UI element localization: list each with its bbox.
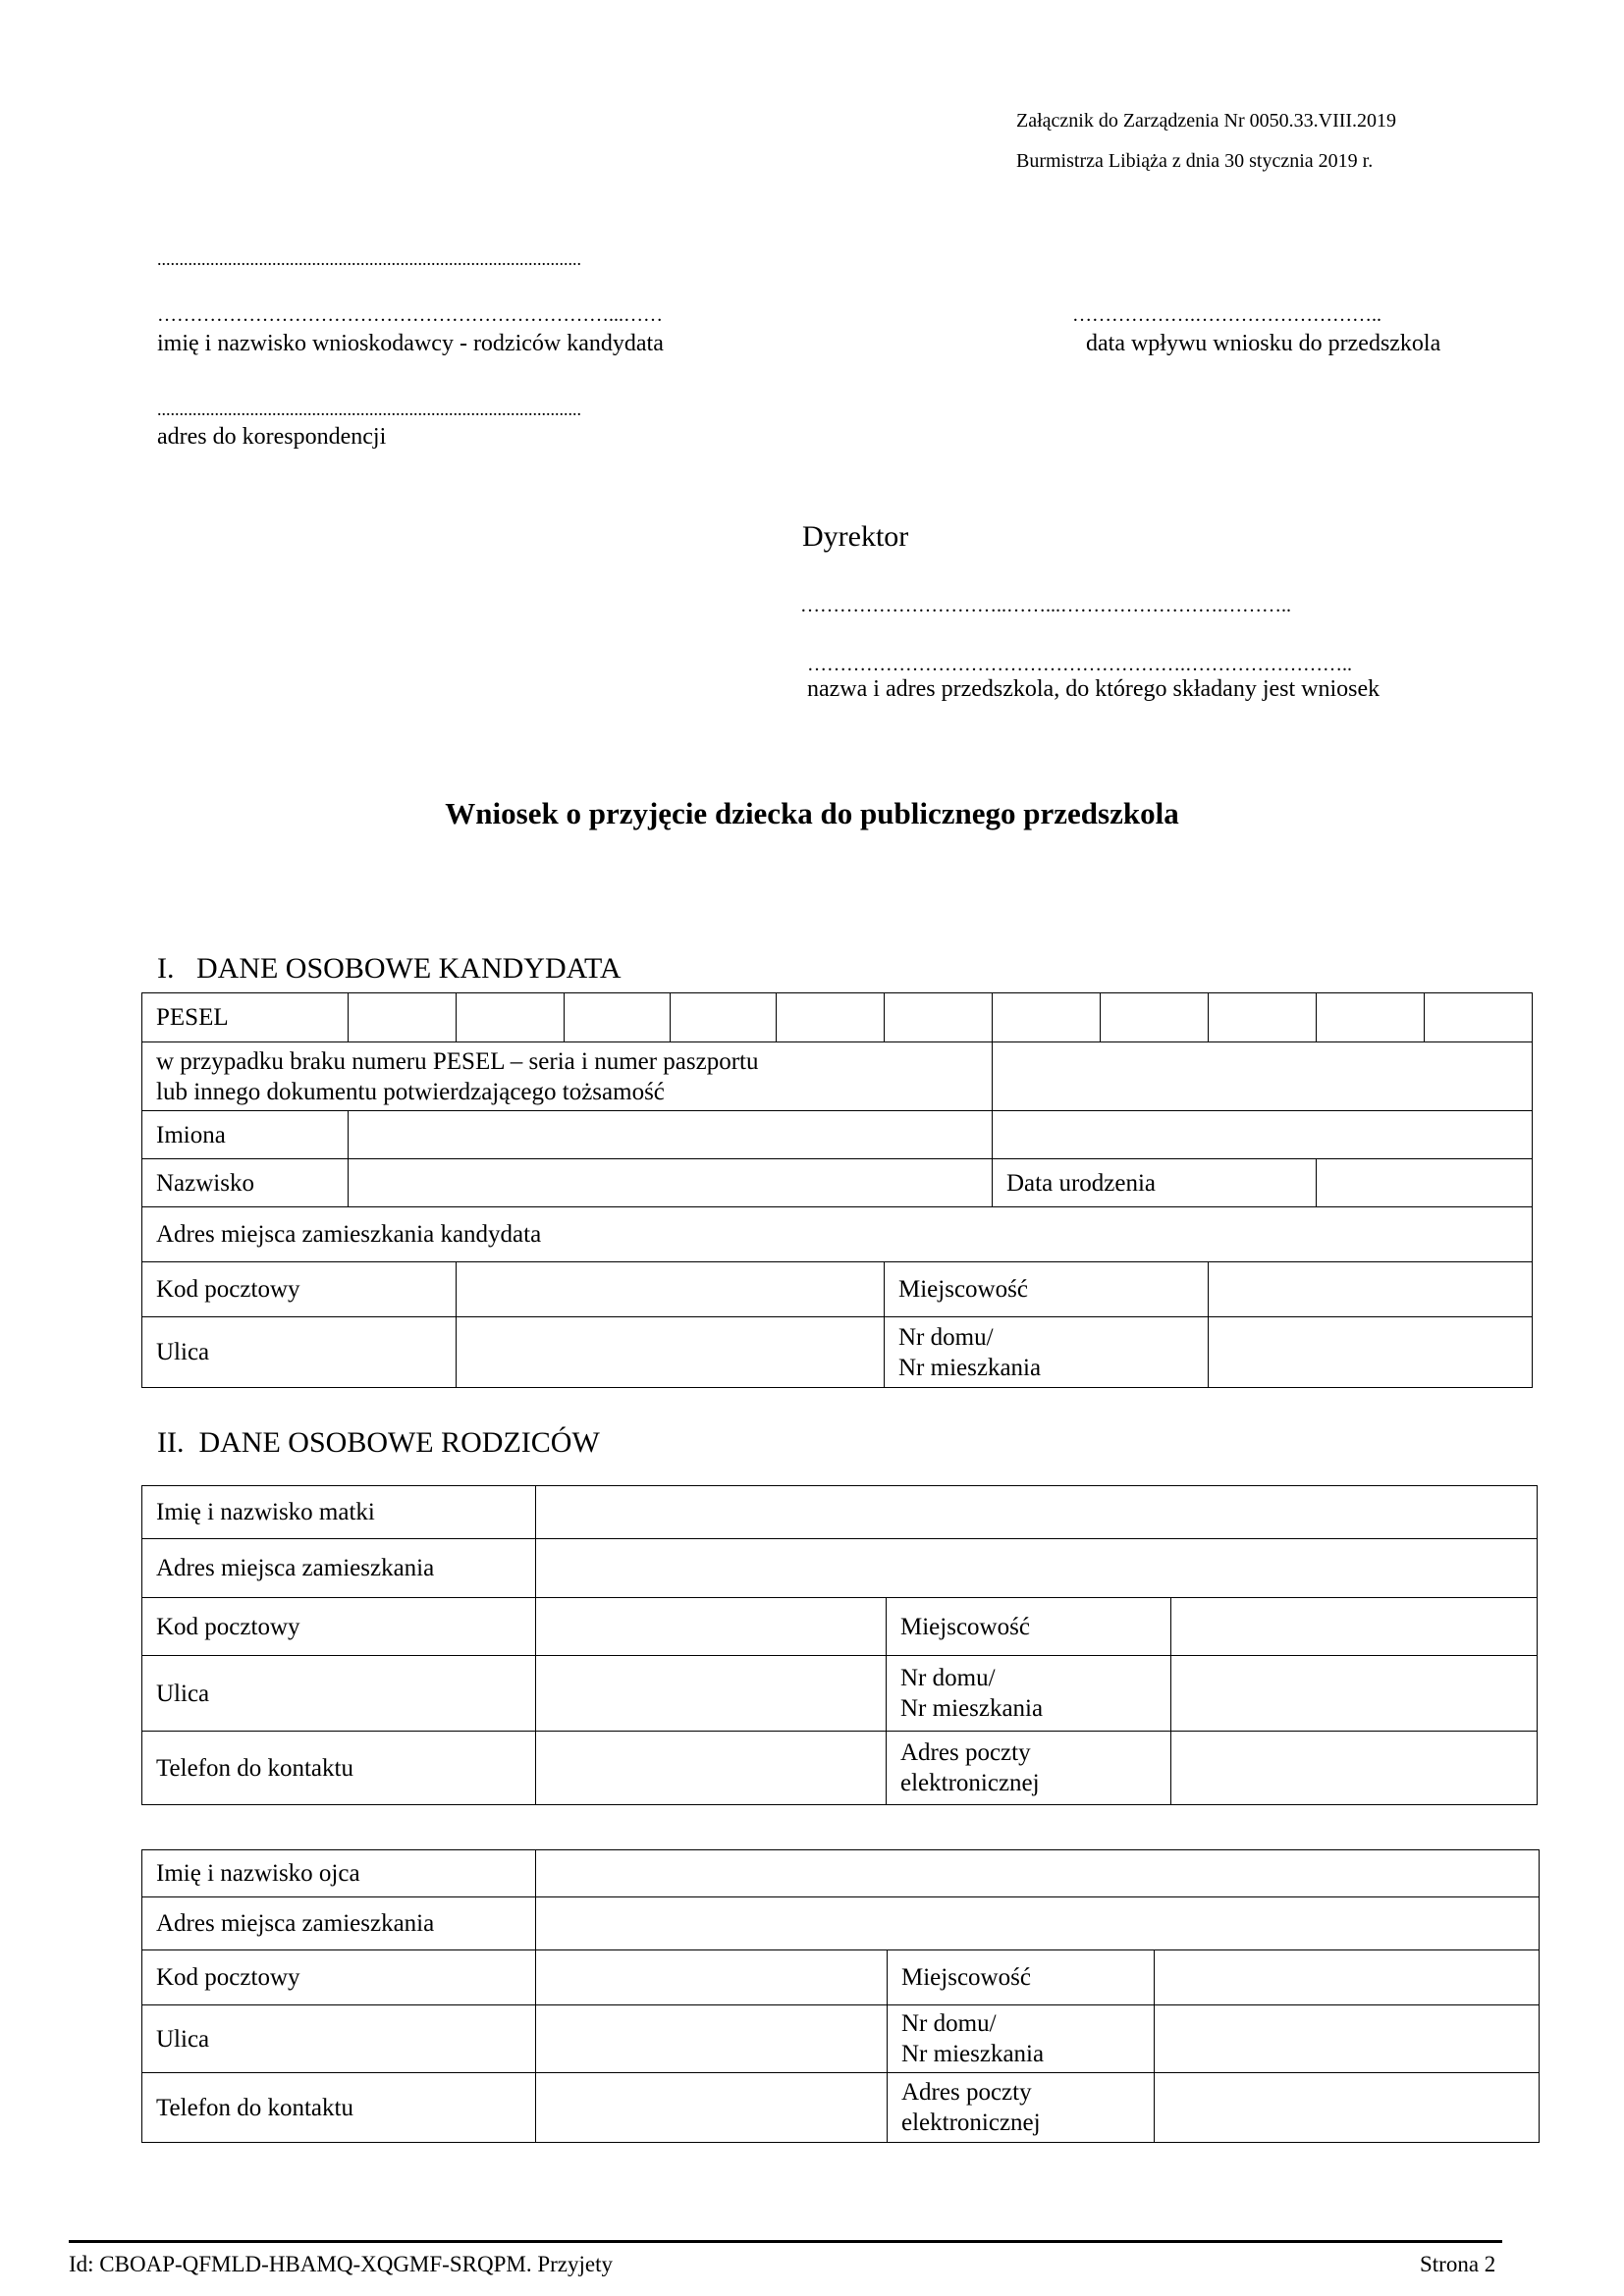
director-title: Dyrektor (802, 520, 909, 553)
father-postal-code-label: Kod pocztowy (142, 1950, 536, 2005)
mother-postal-code-label: Kod pocztowy (142, 1598, 536, 1656)
pesel-digit-7[interactable] (993, 993, 1101, 1042)
pesel-digit-11[interactable] (1425, 993, 1533, 1042)
document-title: Wniosek o przyjęcie dziecka do publicznego przedszkola (445, 796, 1179, 830)
father-address-label: Adres miejsca zamieszkania (142, 1897, 536, 1950)
pesel-digit-3[interactable] (565, 993, 671, 1042)
mother-name-field[interactable] (536, 1486, 1538, 1539)
applicant-name-dots: ……………………………………………………………...…… (157, 304, 663, 326)
father-email-label (888, 2073, 1155, 2143)
candidate-address-label: Adres miejsca zamieszkania kandydata (142, 1207, 1533, 1262)
pesel-digit-8[interactable] (1101, 993, 1209, 1042)
candidate-street-field[interactable] (457, 1317, 885, 1388)
candidate-house-label-line-2: Nr mieszkania (898, 1354, 1042, 1381)
father-email-field[interactable] (1155, 2073, 1540, 2143)
father-house-label (888, 2005, 1155, 2073)
applicant-dots-top: ................................................................................................ (157, 249, 581, 269)
mother-street-label: Ulica (142, 1656, 536, 1732)
birth-date-label: Data urodzenia (993, 1159, 1317, 1207)
mother-town-field[interactable] (1171, 1598, 1538, 1656)
father-phone-field[interactable] (536, 2073, 888, 2143)
director-dots-2: ………………………………………………….…………………….. (807, 654, 1352, 675)
birth-date-field[interactable] (1317, 1159, 1533, 1207)
mother-postal-code-field[interactable] (536, 1598, 887, 1656)
applicant-name-label: imię i nazwisko wnioskodawcy - rodziców kandydata (157, 331, 664, 356)
mother-address-label: Adres miejsca zamieszkania (142, 1539, 536, 1598)
pesel-digit-4[interactable] (671, 993, 777, 1042)
footer-document-id: Id: CBOAP-QFMLD-HBAMQ-XQGMF-SRQPM. Przyjety (69, 2252, 613, 2276)
header-line-2: Burmistrza Libiąża z dnia 30 stycznia 2019 r. (1016, 150, 1374, 172)
father-street-label: Ulica (142, 2005, 536, 2073)
first-names-field-2[interactable] (993, 1111, 1533, 1159)
mother-email-label-line-2: elektronicznej (900, 1770, 1040, 1796)
father-name-field[interactable] (536, 1850, 1540, 1897)
candidate-house-label (885, 1317, 1209, 1388)
father-email-label-line-2: elektronicznej (901, 2109, 1041, 2136)
mother-email-label (887, 1732, 1171, 1805)
candidate-street-label: Ulica (142, 1317, 457, 1388)
pesel-digit-1[interactable] (349, 993, 457, 1042)
mother-house-label-line-1: Nr domu/ (900, 1665, 996, 1691)
first-names-label: Imiona (142, 1111, 349, 1159)
director-label: nazwa i adres przedszkola, do którego składany jest wniosek (807, 676, 1380, 702)
father-address-field[interactable] (536, 1897, 1540, 1950)
father-house-label-line-1: Nr domu/ (901, 2010, 997, 2037)
section-1-heading: I. DANE OSOBOWE KANDYDATA (157, 952, 622, 985)
candidate-postal-code-label: Kod pocztowy (142, 1262, 457, 1317)
pesel-digit-10[interactable] (1317, 993, 1425, 1042)
candidate-town-field[interactable] (1209, 1262, 1533, 1317)
mother-phone-field[interactable] (536, 1732, 887, 1805)
surname-label: Nazwisko (142, 1159, 349, 1207)
father-phone-label: Telefon do kontaktu (142, 2073, 536, 2143)
candidate-postal-code-field[interactable] (457, 1262, 885, 1317)
passport-label-line-1: w przypadku braku numeru PESEL – seria i numer paszportu (156, 1047, 759, 1075)
father-postal-code-field[interactable] (536, 1950, 888, 2005)
footer-divider (69, 2240, 1502, 2243)
pesel-digit-5[interactable] (777, 993, 885, 1042)
pesel-digit-9[interactable] (1209, 993, 1317, 1042)
mother-email-label-line-1: Adres poczty (900, 1739, 1031, 1766)
pesel-digit-2[interactable] (457, 993, 565, 1042)
father-town-field[interactable] (1155, 1950, 1540, 2005)
mother-town-label: Miejscowość (887, 1598, 1171, 1656)
candidate-table (141, 992, 1533, 1388)
applicant-address-label: adres do korespondencji (157, 424, 387, 450)
mother-house-field[interactable] (1171, 1656, 1538, 1732)
mother-house-label-line-2: Nr mieszkania (900, 1695, 1044, 1722)
passport-label-line-2: lub innego dokumentu potwierdzającego tożsamość (156, 1078, 665, 1105)
section-2-heading: II. DANE OSOBOWE RODZICÓW (157, 1426, 600, 1459)
father-name-label: Imię i nazwisko ojca (142, 1850, 536, 1897)
father-town-label: Miejscowość (888, 1950, 1155, 2005)
mother-house-label (887, 1656, 1171, 1732)
father-table (141, 1849, 1540, 2143)
mother-address-field[interactable] (536, 1539, 1538, 1598)
footer-page-number: Strona 2 (1420, 2252, 1496, 2276)
father-house-field[interactable] (1155, 2005, 1540, 2073)
mother-table (141, 1485, 1538, 1805)
father-street-field[interactable] (536, 2005, 888, 2073)
pesel-label: PESEL (142, 993, 349, 1042)
header-line-1: Załącznik do Zarządzenia Nr 0050.33.VIII.2019 (1016, 110, 1397, 132)
candidate-house-field[interactable] (1209, 1317, 1533, 1388)
passport-label (142, 1042, 993, 1111)
receipt-date-label: data wpływu wniosku do przedszkola (1086, 331, 1441, 356)
pesel-digit-6[interactable] (885, 993, 993, 1042)
passport-field[interactable] (993, 1042, 1533, 1111)
director-dots-1: …………………………..……...…………………….……….. (800, 595, 1291, 616)
surname-field[interactable] (349, 1159, 993, 1207)
mother-street-field[interactable] (536, 1656, 887, 1732)
mother-email-field[interactable] (1171, 1732, 1538, 1805)
mother-name-label: Imię i nazwisko matki (142, 1486, 536, 1539)
receipt-date-dots: ……………….……………………….. (1072, 304, 1381, 326)
applicant-address-dots: ................................................................................................ (157, 400, 581, 419)
candidate-town-label: Miejscowość (885, 1262, 1209, 1317)
first-names-field[interactable] (349, 1111, 993, 1159)
father-house-label-line-2: Nr mieszkania (901, 2041, 1045, 2067)
candidate-house-label-line-1: Nr domu/ (898, 1323, 994, 1351)
mother-phone-label: Telefon do kontaktu (142, 1732, 536, 1805)
father-email-label-line-1: Adres poczty (901, 2079, 1032, 2106)
